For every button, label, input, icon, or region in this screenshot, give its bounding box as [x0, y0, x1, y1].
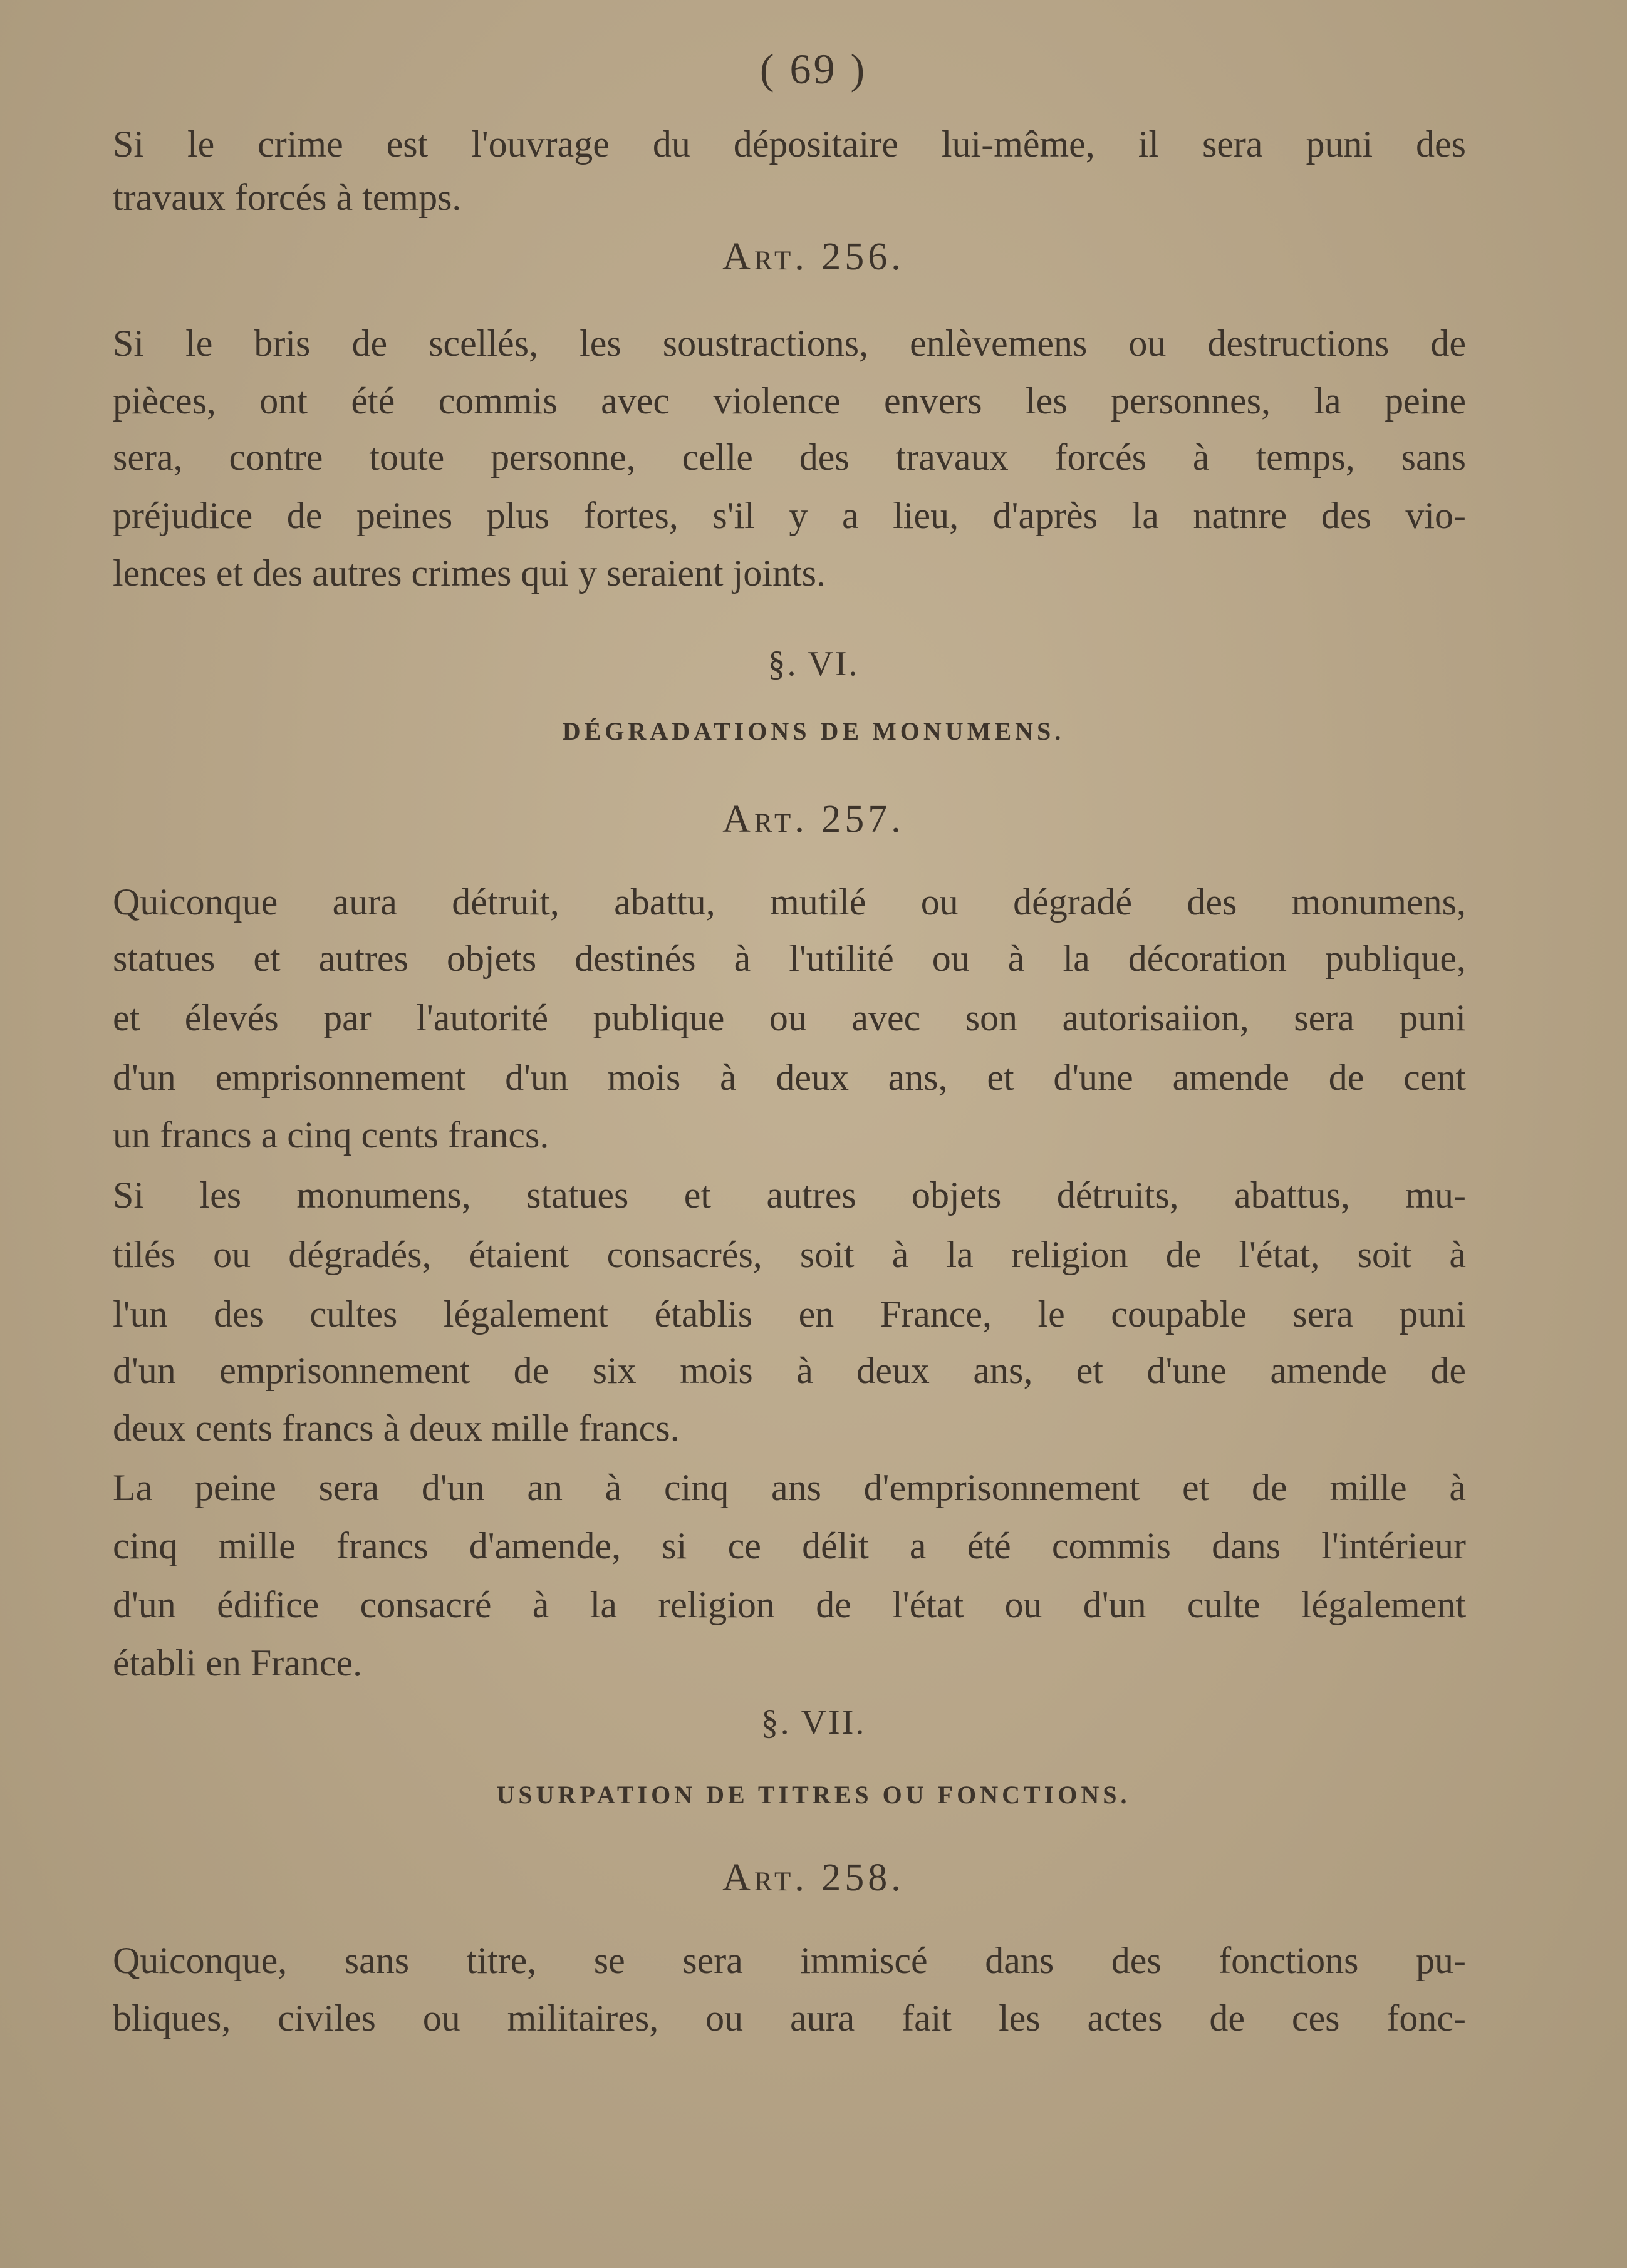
text-line: travaux forcés à temps. — [113, 177, 462, 218]
article-title: Art. 258. — [722, 1856, 905, 1899]
text-line: La peine sera d'un an à cinq ans d'emprisonnement et de mille à — [113, 1467, 1466, 1508]
text-line: Quiconque aura détruit, abattu, mutilé ou dégradé des monumens, — [113, 881, 1466, 923]
section-heading: DÉGRADATIONS DE MONUMENS. — [562, 717, 1065, 745]
section-number: §. VII. — [761, 1703, 866, 1742]
text-line: statues et autres objets destinés à l'utilité ou à la décoration publique, — [113, 938, 1466, 979]
text-line: établi en France. — [113, 1642, 363, 1684]
article-title: Art. 257. — [722, 798, 905, 841]
text-line: cinq mille francs d'amende, si ce délit a été commis dans l'intérieur — [113, 1525, 1466, 1566]
text-line: Si le crime est l'ouvrage du dépositaire lui-même, il sera puni des — [113, 123, 1466, 165]
text-line: Quiconque, sans titre, se sera immiscé dans des fonctions pu- — [113, 1940, 1466, 1981]
text-line: d'un emprisonnement d'un mois à deux ans, et d'une amende de cent — [113, 1057, 1466, 1098]
text-line: deux cents francs à deux mille francs. — [113, 1407, 680, 1449]
text-line: préjudice de peines plus fortes, s'il y a lieu, d'après la natnre des vio- — [113, 495, 1466, 536]
text-line: tilés ou dégradés, étaient consacrés, soit à la religion de l'état, soit à — [113, 1234, 1466, 1275]
text-line: et élevés par l'autorité publique ou avec son autorisaiion, sera puni — [113, 997, 1466, 1038]
text-line: Si le bris de scellés, les soustractions, enlèvemens ou destructions de — [113, 323, 1466, 364]
text-line: pièces, ont été commis avec violence envers les personnes, la peine — [113, 380, 1466, 422]
text-line: l'un des cultes légalement établis en France, le coupable sera puni — [113, 1293, 1466, 1335]
page-number: ( 69 ) — [759, 45, 868, 93]
text-line: bliques, civiles ou militaires, ou aura fait les actes de ces fonc- — [113, 1997, 1466, 2039]
text-line: lences et des autres crimes qui y seraient joints. — [113, 552, 826, 594]
text-line: un francs a cinq cents francs. — [113, 1114, 549, 1156]
section-number: §. VI. — [767, 645, 860, 683]
text-line: sera, contre toute personne, celle des travaux forcés à temps, sans — [113, 437, 1466, 478]
text-line: Si les monumens, statues et autres objets détruits, abattus, mu- — [113, 1174, 1466, 1216]
section-heading: USURPATION DE TITRES OU FONCTIONS. — [496, 1781, 1131, 1809]
text-line: d'un édifice consacré à la religion de l'état ou d'un culte légalement — [113, 1584, 1466, 1625]
article-title: Art. 256. — [722, 236, 905, 278]
text-line: d'un emprisonnement de six mois à deux ans, et d'une amende de — [113, 1350, 1466, 1391]
